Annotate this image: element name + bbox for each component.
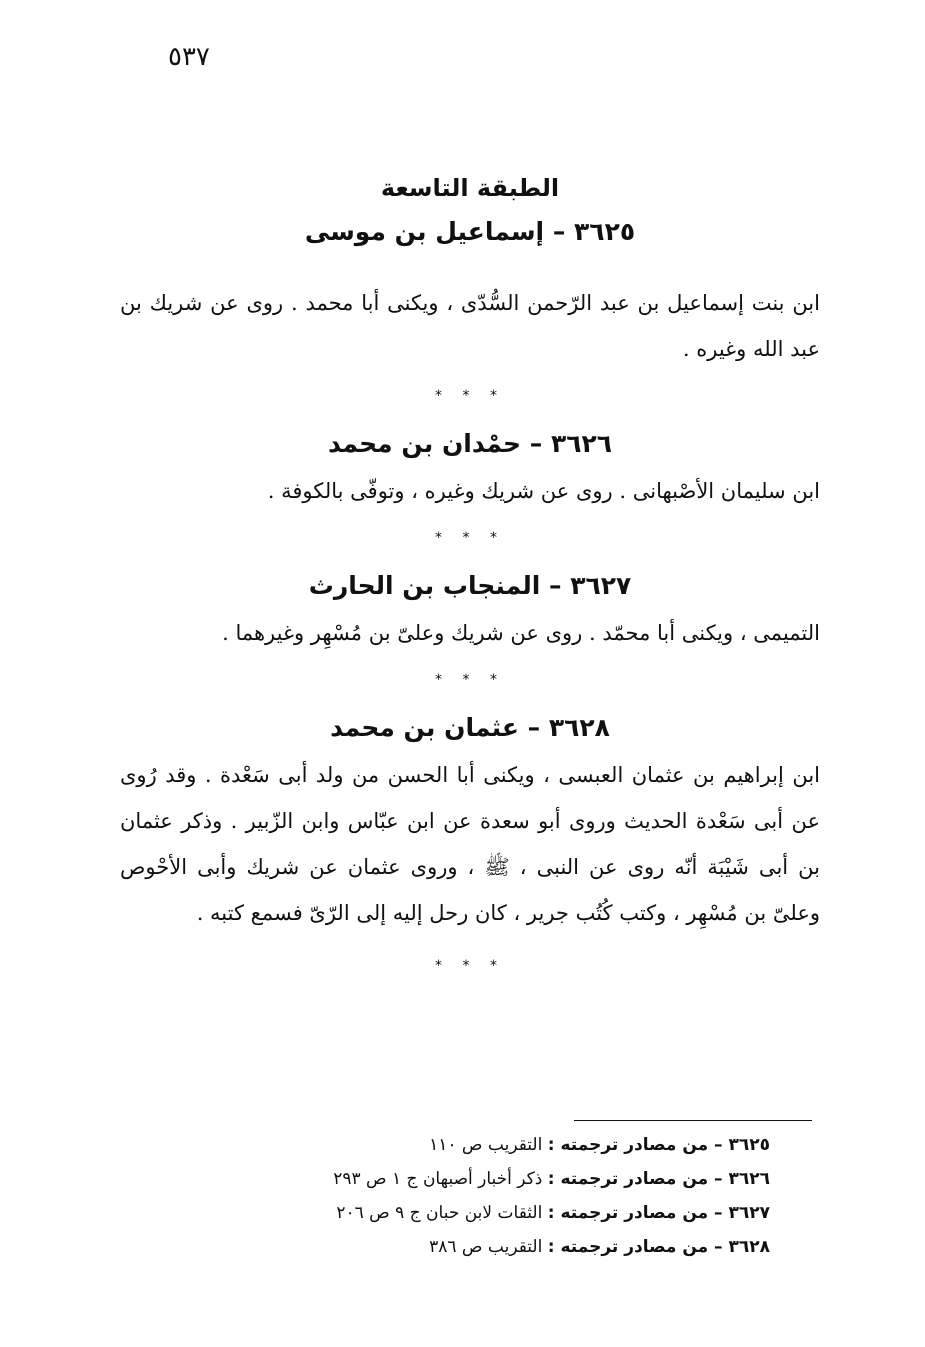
footnote-3627	[240, 1196, 770, 1230]
footnote-text: الثقات لابن حبان ج ٩ ص ٢٠٦	[336, 1203, 543, 1223]
footnote-text: التقريب ص ١١٠	[429, 1135, 543, 1155]
entry-title-3626: ٣٦٢٦ – حمْدان بن محمد	[327, 429, 613, 458]
footnotes	[240, 1128, 770, 1264]
footnote-3626	[240, 1162, 770, 1196]
entry-separator: * * *	[435, 530, 505, 546]
entry-separator: * * *	[435, 672, 505, 688]
entry-separator: * * *	[435, 388, 505, 404]
page-number: ٥٣٧	[168, 42, 210, 72]
entry-separator: * * *	[435, 958, 505, 974]
entry-body-3628: ابن إبراهيم بن عثمان العبسى ، ويكنى أبا الحسن من ولد أبى سَعْدة . وقد رُوى عن أبى سَعْدة الحديث وروى أبو سعدة عن ابن عبّاس وابن الزّبير . وذكر عثمان بن أبى شَيْبَة أنّه روى عن النبى ، ﷺ ، وروى عثمان عن شريك وأبى الأحْوص وعلىّ بن مُسْهِر ، وكتب كُتُب جرير ، كان رحل إليه إلى الرّىّ فسمع كتبه .	[120, 763, 820, 925]
entry-title-3627: ٣٦٢٧ – المنجاب بن الحارث	[308, 571, 632, 600]
entry-title-3625: ٣٦٢٥ – إسماعيل بن موسى	[304, 217, 636, 246]
footnote-label: ٣٦٢٧ – من مصادر ترجمته :	[547, 1203, 770, 1223]
footnote-label: ٣٦٢٥ – من مصادر ترجمته :	[547, 1135, 770, 1155]
footnote-label: ٣٦٢٦ – من مصادر ترجمته :	[547, 1169, 770, 1189]
footnote-label: ٣٦٢٨ – من مصادر ترجمته :	[547, 1237, 770, 1257]
footnote-text: ذكر أخبار أصبهان ج ١ ص ٢٩٣	[333, 1169, 543, 1189]
entry-title-3628: ٣٦٢٨ – عثمان بن محمد	[330, 713, 610, 742]
entry-body-3625: ابن بنت إسماعيل بن عبد الرّحمن السُّدّى ، ويكنى أبا محمد . روى عن شريك بن عبد الله وغيره .	[120, 291, 820, 361]
footnote-3628	[240, 1230, 770, 1264]
footnote-3625	[240, 1128, 770, 1162]
footnote-divider	[574, 1120, 812, 1121]
entry-body-3626: ابن سليمان الأصْبهانى . روى عن شريك وغيره ، وتوفّى بالكوفة .	[267, 479, 820, 503]
main-content	[120, 168, 820, 986]
entry-body-3627: التميمى ، ويكنى أبا محمّد . روى عن شريك وعلىّ بن مُسْهِر وغيرهما .	[222, 621, 820, 645]
footnote-text: التقريب ص ٣٨٦	[429, 1237, 543, 1257]
section-heading: الطبقة التاسعة	[380, 174, 560, 202]
